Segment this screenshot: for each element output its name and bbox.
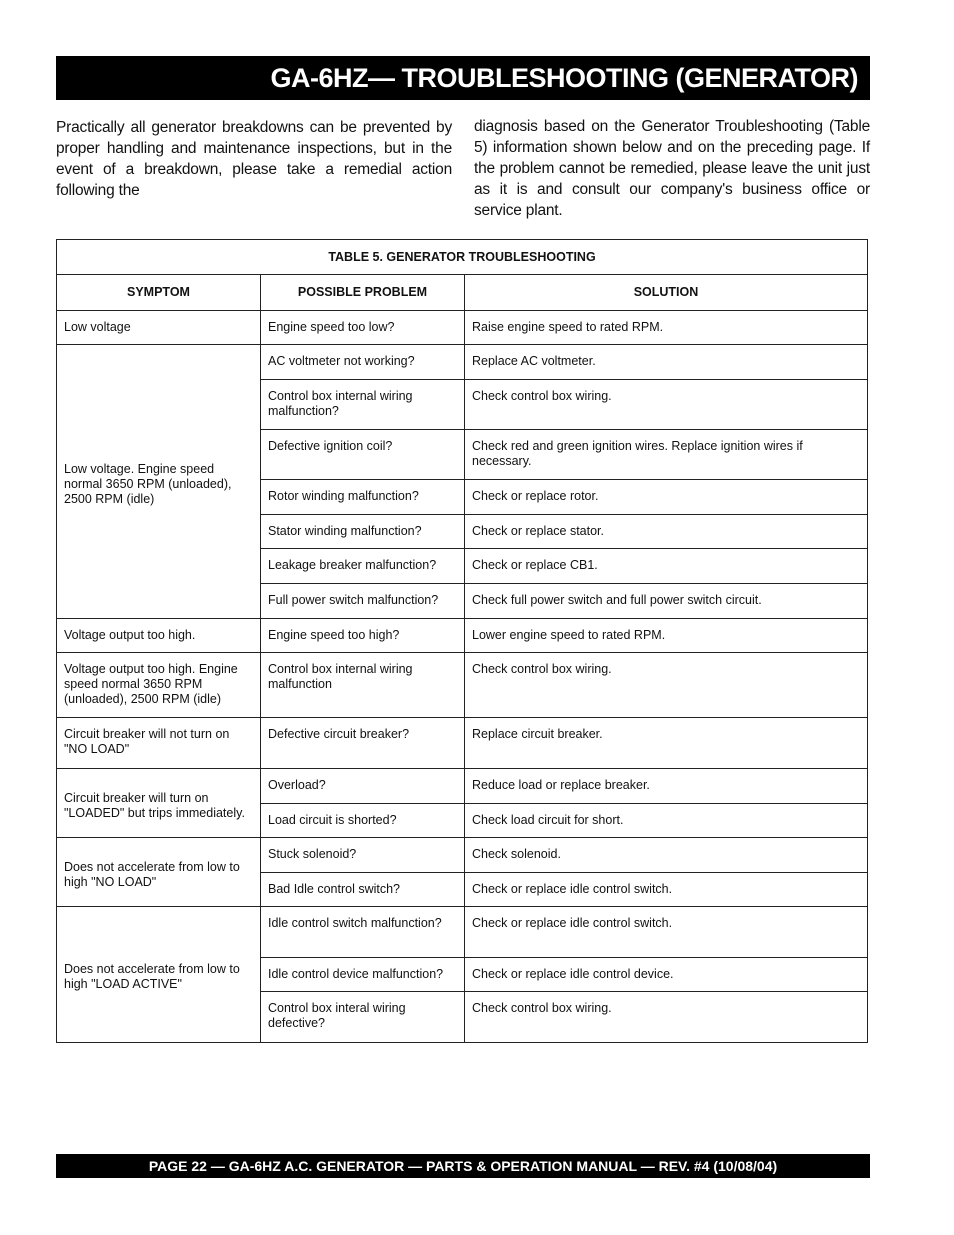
symptom-cell: Voltage output too high. [57, 619, 261, 653]
problem-cell: Control box internal wiring malfunction [261, 653, 465, 718]
table-row [57, 345, 868, 380]
solution-cell: Check control box wiring. [465, 380, 868, 430]
problem-cell: Control box internal wiring malfunction? [261, 380, 465, 430]
solution-cell: Check or replace rotor. [465, 480, 868, 515]
table-caption: TABLE 5. GENERATOR TROUBLESHOOTING [57, 240, 868, 275]
solution-cell: Check solenoid. [465, 838, 868, 873]
problem-cell: Defective circuit breaker? [261, 718, 465, 769]
table-row [57, 907, 868, 958]
solution-cell: Raise engine speed to rated RPM. [465, 311, 868, 345]
problem-cell: Control box interal wiring defective? [261, 992, 465, 1043]
solution-cell: Replace circuit breaker. [465, 718, 868, 769]
solution-cell: Check red and green ignition wires. Replace ignition wires if necessary. [465, 430, 868, 480]
table-row [57, 311, 868, 345]
problem-cell: Full power switch malfunction? [261, 584, 465, 619]
solution-cell: Check control box wiring. [465, 653, 868, 718]
symptom-cell: Does not accelerate from low to high "LOAD ACTIVE" [57, 907, 261, 1043]
solution-cell: Check load circuit for short. [465, 804, 868, 838]
table-row [57, 838, 868, 873]
column-header-symptom: SYMPTOM [57, 275, 261, 311]
table-header-row [57, 275, 868, 311]
troubleshooting-table [56, 239, 868, 1043]
problem-cell: Defective ignition coil? [261, 430, 465, 480]
symptom-cell: Low voltage [57, 311, 261, 345]
problem-cell: Load circuit is shorted? [261, 804, 465, 838]
problem-cell: Rotor winding malfunction? [261, 480, 465, 515]
symptom-cell: Does not accelerate from low to high "NO LOAD" [57, 838, 261, 907]
table-row [57, 619, 868, 653]
solution-cell: Check or replace idle control switch. [465, 907, 868, 958]
solution-cell: Lower engine speed to rated RPM. [465, 619, 868, 653]
symptom-cell: Circuit breaker will not turn on "NO LOAD" [57, 718, 261, 769]
table-row [57, 653, 868, 718]
problem-cell: Engine speed too high? [261, 619, 465, 653]
symptom-cell: Circuit breaker will turn on "LOADED" but trips immediately. [57, 769, 261, 838]
problem-cell: Engine speed too low? [261, 311, 465, 345]
problem-cell: Leakage breaker malfunction? [261, 549, 465, 584]
symptom-cell: Voltage output too high. Engine speed normal 3650 RPM (unloaded), 2500 RPM (idle) [57, 653, 261, 718]
solution-cell: Check or replace CB1. [465, 549, 868, 584]
problem-cell: Stuck solenoid? [261, 838, 465, 873]
intro-paragraph-right: diagnosis based on the Generator Troubleshooting (Table 5) information shown below and on the preceding page. If the problem cannot be remedied, please leave the unit just as it is and consult our company's business office or service plant. [474, 118, 870, 219]
table-row [57, 769, 868, 804]
problem-cell: Bad Idle control switch? [261, 873, 465, 907]
problem-cell: Overload? [261, 769, 465, 804]
problem-cell: AC voltmeter not working? [261, 345, 465, 380]
table-caption-row [57, 240, 868, 275]
solution-cell: Check or replace stator. [465, 515, 868, 549]
table-row [57, 718, 868, 769]
page-footer: PAGE 22 — GA-6HZ A.C. GENERATOR — PARTS & OPERATION MANUAL — REV. #4 (10/08/04) [56, 1154, 870, 1178]
problem-cell: Stator winding malfunction? [261, 515, 465, 549]
column-header-solution: SOLUTION [465, 275, 868, 311]
solution-cell: Check control box wiring. [465, 992, 868, 1043]
solution-cell: Check or replace idle control device. [465, 958, 868, 992]
table-body [57, 311, 868, 1043]
solution-cell: Replace AC voltmeter. [465, 345, 868, 380]
page-title: GA-6HZ— TROUBLESHOOTING (GENERATOR) [56, 56, 870, 100]
symptom-cell: Low voltage. Engine speed normal 3650 RPM (unloaded), 2500 RPM (idle) [57, 345, 261, 619]
intro-paragraph-left: Practically all generator breakdowns can be prevented by proper handling and maintenance inspections, but in the event of a breakdown, please take a remedial action following the [56, 119, 452, 199]
column-header-problem: POSSIBLE PROBLEM [261, 275, 465, 311]
problem-cell: Idle control device malfunction? [261, 958, 465, 992]
solution-cell: Check full power switch and full power switch circuit. [465, 584, 868, 619]
problem-cell: Idle control switch malfunction? [261, 907, 465, 958]
solution-cell: Check or replace idle control switch. [465, 873, 868, 907]
solution-cell: Reduce load or replace breaker. [465, 769, 868, 804]
